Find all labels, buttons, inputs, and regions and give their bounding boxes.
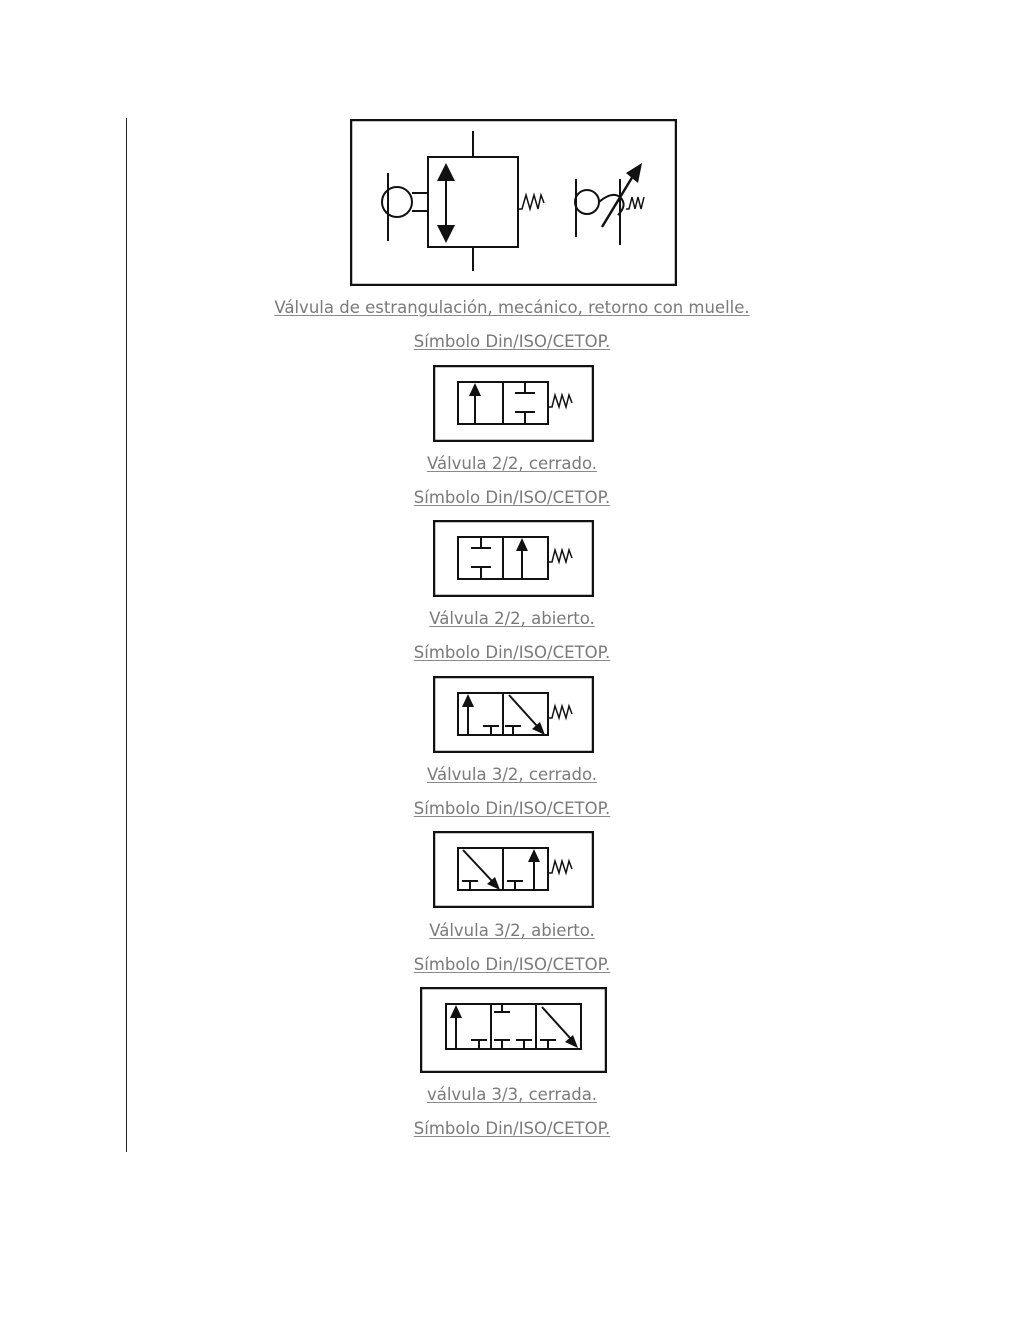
valve-3-2-open-symbol-icon xyxy=(433,831,594,908)
caption-label[interactable]: Válvula 3/2, abierto. xyxy=(429,921,595,940)
caption-label[interactable]: Válvula de estrangulación, mecánico, retorno con muelle. xyxy=(274,298,750,317)
caption-label[interactable]: Válvula 2/2, cerrado. xyxy=(426,454,598,473)
caption-label[interactable]: Válvula 2/2, abierto. xyxy=(429,609,595,628)
valve-3-3-closed-symbol-icon xyxy=(420,987,607,1073)
valve-3-2-closed-symbol-icon xyxy=(433,676,594,753)
throttle-valve-symbol-icon xyxy=(350,119,677,286)
valve-2-2-open-symbol-icon xyxy=(433,520,594,597)
standard-label[interactable]: Símbolo Din/ISO/CETOP. xyxy=(413,799,611,818)
standard-label[interactable]: Símbolo Din/ISO/CETOP. xyxy=(413,1119,611,1138)
standard-label[interactable]: Símbolo Din/ISO/CETOP. xyxy=(413,488,611,507)
standard-label[interactable]: Símbolo Din/ISO/CETOP. xyxy=(413,643,611,662)
left-margin-rule xyxy=(126,118,127,1152)
standard-label[interactable]: Símbolo Din/ISO/CETOP. xyxy=(413,955,611,974)
caption-label[interactable]: válvula 3/3, cerrada. xyxy=(426,1085,598,1104)
standard-label[interactable]: Símbolo Din/ISO/CETOP. xyxy=(413,332,611,351)
valve-2-2-closed-symbol-icon xyxy=(433,365,594,442)
caption-label[interactable]: Válvula 3/2, cerrado. xyxy=(426,765,598,784)
